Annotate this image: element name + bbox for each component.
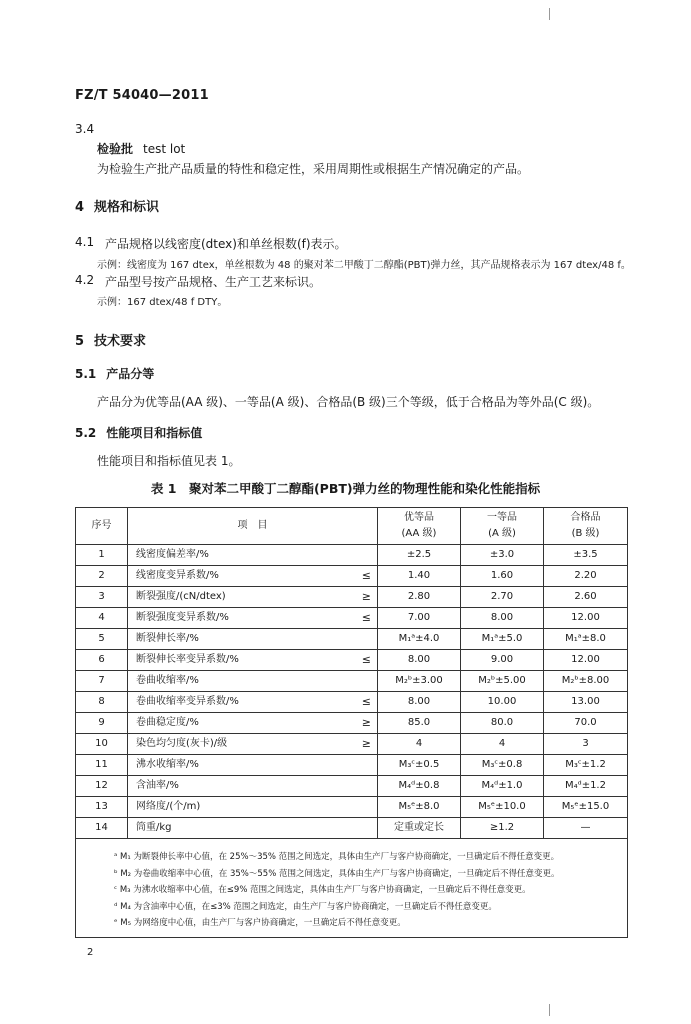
row-value-b: 2.20	[544, 566, 628, 587]
row-no: 11	[76, 755, 128, 776]
scan-edge-mark	[549, 8, 550, 20]
row-value-a: M₃ᶜ±0.8	[461, 755, 544, 776]
section-5-title: 技术要求	[94, 334, 147, 349]
row-no: 14	[76, 818, 128, 839]
table-header-row	[76, 508, 628, 545]
row-value-b: 13.00	[544, 692, 628, 713]
row-value-b: M₂ᵇ±8.00	[544, 671, 628, 692]
section-3-4-number: 3.4	[75, 122, 95, 136]
row-value-a: M₄ᵈ±1.0	[461, 776, 544, 797]
row-value-a: 80.0	[461, 713, 544, 734]
row-item: 线密度变异系数/%	[128, 566, 348, 587]
footnote-e: ᵉ M₅ 为网络度中心值，由生产厂与客户协商确定，一旦确定后不得任意变更。	[114, 918, 406, 928]
row-value-b: —	[544, 818, 628, 839]
row-value-a: ±3.0	[461, 545, 544, 566]
row-item: 卷曲稳定度/%	[128, 713, 348, 734]
header-no: 序号	[76, 508, 128, 545]
row-value-b: 2.60	[544, 587, 628, 608]
row-no: 7	[76, 671, 128, 692]
header-grade-aa	[378, 508, 461, 545]
row-item: 卷曲收缩率变异系数/%	[128, 692, 348, 713]
row-no: 12	[76, 776, 128, 797]
row-operator	[348, 818, 378, 839]
row-value-aa: M₁ᵃ±4.0	[378, 629, 461, 650]
row-operator: ≤	[348, 566, 378, 587]
row-no: 6	[76, 650, 128, 671]
row-value-a: 1.60	[461, 566, 544, 587]
row-item: 筒重/kg	[128, 818, 348, 839]
section-5-1-number: 5.1	[75, 367, 97, 381]
row-value-a: 4	[461, 734, 544, 755]
row-operator: ≤	[348, 650, 378, 671]
row-value-aa: ±2.5	[378, 545, 461, 566]
section-5-heading	[75, 330, 146, 349]
term-test-lot	[97, 140, 185, 157]
header-item: 项 目	[128, 508, 378, 545]
row-value-b: ±3.5	[544, 545, 628, 566]
row-operator: ≤	[348, 608, 378, 629]
row-item: 断裂伸长率变异系数/%	[128, 650, 348, 671]
table-row	[76, 776, 628, 797]
row-operator	[348, 776, 378, 797]
row-operator	[348, 797, 378, 818]
header-grade-a-label: 一等品	[487, 512, 517, 523]
row-operator	[348, 755, 378, 776]
row-no: 2	[76, 566, 128, 587]
row-value-aa: 8.00	[378, 650, 461, 671]
table-row	[76, 566, 628, 587]
row-value-a: M₅ᵉ±10.0	[461, 797, 544, 818]
section-5-1-text: 产品分为优等品(AA 级)、一等品(A 级)、合格品(B 级)三个等级，低于合格品为等外品(C 级)。	[97, 395, 600, 409]
table-row	[76, 671, 628, 692]
row-value-aa: 2.80	[378, 587, 461, 608]
table-row	[76, 692, 628, 713]
row-operator: ≥	[348, 734, 378, 755]
row-value-aa: 85.0	[378, 713, 461, 734]
row-value-aa: 8.00	[378, 692, 461, 713]
section-4-1-number: 4.1	[75, 235, 95, 249]
row-item: 断裂强度/(cN/dtex)	[128, 587, 348, 608]
section-4-2-example: 示例：167 dtex/48 f DTY。	[97, 297, 228, 308]
term-definition: 为检验生产批产品质量的特性和稳定性，采用周期性或根据生产情况确定的产品。	[97, 162, 530, 176]
footnote-d: ᵈ M₄ 为含油率中心值，在≤3% 范围之间选定，由生产厂与客户协商确定，一旦确定后不得任意变更。	[114, 901, 497, 912]
table-footnotes-row	[76, 839, 628, 938]
section-5-2-heading	[75, 424, 202, 441]
section-4-2-number: 4.2	[75, 273, 95, 287]
section-5-1-title: 产品分等	[106, 367, 155, 381]
table-row	[76, 545, 628, 566]
row-value-b: 12.00	[544, 650, 628, 671]
row-value-aa: M₂ᵇ±3.00	[378, 671, 461, 692]
row-no: 3	[76, 587, 128, 608]
row-value-b: M₄ᵈ±1.2	[544, 776, 628, 797]
table-row	[76, 629, 628, 650]
row-value-a: M₂ᵇ±5.00	[461, 671, 544, 692]
section-5-number: 5	[75, 334, 85, 349]
row-value-a: 8.00	[461, 608, 544, 629]
row-no: 8	[76, 692, 128, 713]
row-value-b: 70.0	[544, 713, 628, 734]
table-row	[76, 587, 628, 608]
row-value-a: ≥1.2	[461, 818, 544, 839]
row-no: 10	[76, 734, 128, 755]
row-operator	[348, 671, 378, 692]
row-value-b: M₃ᶜ±1.2	[544, 755, 628, 776]
spec-table	[75, 507, 628, 938]
row-value-aa: 7.00	[378, 608, 461, 629]
table-footnotes	[76, 839, 628, 938]
row-operator: ≤	[348, 692, 378, 713]
header-grade-b-sub: (B 级)	[571, 528, 600, 539]
scan-edge-mark	[549, 1004, 550, 1016]
row-value-aa: 4	[378, 734, 461, 755]
section-4-1-text: 产品规格以线密度(dtex)和单丝根数(f)表示。	[105, 237, 347, 251]
row-value-b: 12.00	[544, 608, 628, 629]
row-no: 1	[76, 545, 128, 566]
footnote-b: ᵇ M₂ 为卷曲收缩率中心值，在 35%～55% 范围之间选定，具体由生产厂与客户协商确定，一旦确定后不得任意变更。	[114, 868, 560, 879]
row-value-aa: M₅ᵉ±8.0	[378, 797, 461, 818]
page-number: 2	[87, 947, 94, 958]
section-5-1-heading	[75, 365, 154, 382]
header-grade-aa-sub: (AA 级)	[401, 528, 437, 539]
table-row	[76, 797, 628, 818]
section-4-heading	[75, 196, 159, 215]
row-operator	[348, 545, 378, 566]
header-grade-b	[544, 508, 628, 545]
row-no: 5	[76, 629, 128, 650]
section-4-1-example: 示例：线密度为 167 dtex，单丝根数为 48 的聚对苯二甲酸丁二醇酯(PBT)弹力丝，其产品规格表示为 167 dtex/48 f。	[97, 260, 631, 271]
table-row	[76, 608, 628, 629]
footnote-a: ᵃ M₁ 为断裂伸长率中心值，在 25%～35% 范围之间选定，具体由生产厂与客户协商确定，一旦确定后不得任意变更。	[114, 852, 560, 862]
section-5-2-number: 5.2	[75, 426, 97, 440]
row-item: 网络度/(个/m)	[128, 797, 348, 818]
header-grade-b-label: 合格品	[570, 512, 601, 523]
table-row	[76, 734, 628, 755]
row-operator: ≥	[348, 713, 378, 734]
row-value-a: 9.00	[461, 650, 544, 671]
table-row	[76, 755, 628, 776]
row-value-aa: M₄ᵈ±0.8	[378, 776, 461, 797]
row-value-b: 3	[544, 734, 628, 755]
section-5-2-text: 性能项目和指标值见表 1。	[97, 454, 241, 468]
section-5-2-title: 性能项目和指标值	[106, 426, 203, 440]
row-no: 4	[76, 608, 128, 629]
row-value-aa: 1.40	[378, 566, 461, 587]
row-item: 断裂强度变异系数/%	[128, 608, 348, 629]
row-no: 13	[76, 797, 128, 818]
document-code: FZ/T 54040—2011	[75, 88, 209, 103]
footnote-c: ᶜ M₃ 为沸水收缩率中心值，在≤9% 范围之间选定，具体由生产厂与客户协商确定，一旦确定后不得任意变更。	[114, 885, 531, 895]
term-en: test lot	[143, 142, 186, 156]
row-item: 含油率/%	[128, 776, 348, 797]
header-grade-aa-label: 优等品	[404, 512, 434, 523]
row-no: 9	[76, 713, 128, 734]
row-item: 卷曲收缩率/%	[128, 671, 348, 692]
section-4-2-text: 产品型号按产品规格、生产工艺来标识。	[105, 275, 322, 289]
row-value-b: M₅ᵉ±15.0	[544, 797, 628, 818]
row-item: 染色均匀度(灰卡)/级	[128, 734, 348, 755]
row-value-a: 10.00	[461, 692, 544, 713]
row-value-aa: 定重或定长	[378, 818, 461, 839]
row-operator: ≥	[348, 587, 378, 608]
section-4-title: 规格和标识	[94, 200, 160, 215]
table-row	[76, 650, 628, 671]
section-4-number: 4	[75, 200, 85, 215]
row-operator	[348, 629, 378, 650]
header-grade-a	[461, 508, 544, 545]
row-value-a: M₁ᵃ±5.0	[461, 629, 544, 650]
row-item: 断裂伸长率/%	[128, 629, 348, 650]
table-row	[76, 713, 628, 734]
row-value-aa: M₃ᶜ±0.5	[378, 755, 461, 776]
row-value-b: M₁ᵃ±8.0	[544, 629, 628, 650]
header-grade-a-sub: (A 级)	[488, 528, 516, 539]
row-item: 线密度偏差率/%	[128, 545, 348, 566]
term-zh: 检验批	[97, 142, 134, 156]
row-item: 沸水收缩率/%	[128, 755, 348, 776]
table-caption: 表 1 聚对苯二甲酸丁二醇酯(PBT)弹力丝的物理性能和染化性能指标	[150, 481, 541, 496]
row-value-a: 2.70	[461, 587, 544, 608]
table-row	[76, 818, 628, 839]
